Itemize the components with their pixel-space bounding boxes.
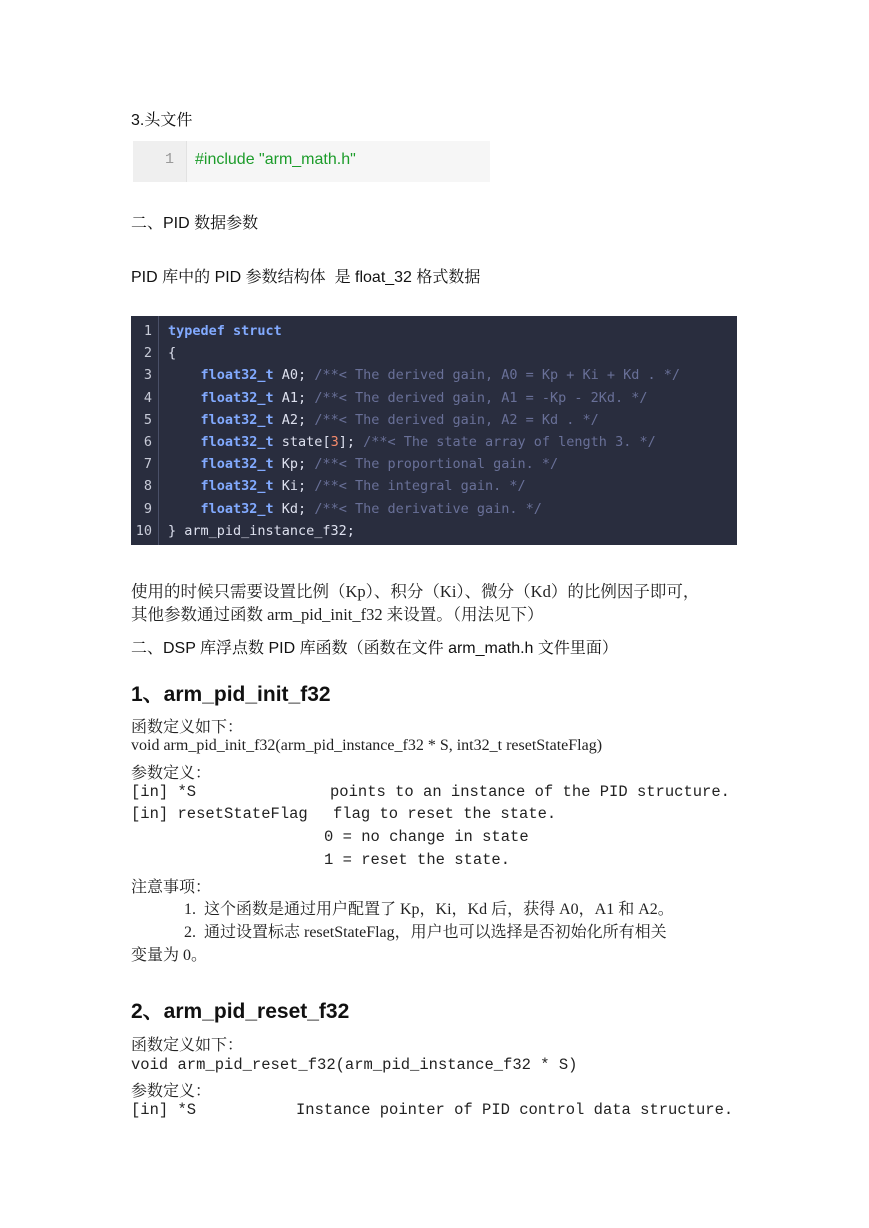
code-keyword: float32_t [200,500,274,517]
code-identifier: A0; [273,367,315,384]
fn1-param2-name: [in] resetStateFlag [131,805,308,823]
heading-header-file: 3.头文件 [131,112,193,129]
fn1-param2-desc: flag to reset the state. [333,805,557,823]
code-keyword: float32_t [200,456,274,473]
code-text [168,431,656,453]
fn1-param2-option-0: 0 = no change in state [324,828,529,846]
code-line [131,498,737,520]
code-keyword: typedef struct [168,323,282,339]
include-code-block [133,141,490,182]
line-number: 4 [143,389,152,406]
code-identifier: Kd; [273,500,315,517]
line-number: 10 [135,522,152,539]
code-keyword: float32_t [200,478,274,495]
code-keyword: float32_t [200,367,274,384]
code-line [131,453,737,475]
fn2-signature: void arm_pid_reset_f32(arm_pid_instance_f32 * S) [131,1056,578,1074]
code-line [131,520,737,542]
code-line [131,431,737,453]
code-text [168,475,526,497]
code-line [131,409,737,431]
code-comment: /**< The derived gain, A0 = Kp + Ki + Kd . */ [314,367,681,384]
fn1-param1-desc: points to an instance of the PID structure. [330,783,730,801]
code-comment: /**< The integral gain. */ [314,478,526,495]
code-identifier: { [168,345,177,362]
code-identifier: } arm_pid_instance_f32; [168,522,355,539]
code-line [131,387,737,409]
usage-text-line-1: 使用的时候只需要设置比例（Kp）、积分（Ki）、微分（Kd）的比例因子即可， [131,582,700,601]
usage-text-line-2: 其他参数通过函数 arm_pid_init_f32 来设置。（用法见下） [131,605,544,624]
code-comment: /**< The proportional gain. */ [314,456,559,473]
code-text [168,342,176,364]
code-keyword: float32_t [200,434,274,450]
code-line [131,320,737,342]
code-text [168,320,282,342]
code-line [131,342,737,364]
code-keyword: float32_t [200,411,274,428]
section-pid-params-title: 二、PID 数据参数 [131,215,259,232]
line-number: 2 [143,345,152,362]
line-number: 7 [143,456,152,473]
pid-params-description: PID 库中的 PID 参数结构体 是 float_32 格式数据 [131,269,481,286]
fn1-note-1: 1. 这个函数是通过用户配置了 Kp，Ki，Kd 后，获得 A0，A1 和 A2。 [184,901,674,918]
fn2-param1-name: [in] *S [131,1101,197,1119]
fn2-title: 2、arm_pid_reset_f32 [131,1000,350,1023]
code-identifier: Kp; [273,456,315,473]
section-dsp-functions-title: 二、DSP 库浮点数 PID 库函数（函数在文件 arm_math.h 文件里面） [131,640,618,657]
line-number: 9 [143,500,152,517]
fn1-param2-option-1: 1 = reset the state. [324,851,511,869]
fn1-def-label: 函数定义如下： [131,719,244,736]
line-number: 5 [143,411,152,428]
fn1-param1-name: [in] *S [131,783,197,801]
fn2-def-label: 函数定义如下： [131,1037,244,1054]
fn1-notes-label: 注意事项： [131,879,212,896]
line-number: 1 [164,151,174,168]
fn2-params-label: 参数定义： [131,1083,212,1100]
code-text [168,498,542,520]
fn2-param1-desc: Instance pointer of PID control data structure. [296,1101,734,1119]
code-text [168,453,558,475]
code-identifier: ]; [338,434,364,450]
fn1-title: 1、arm_pid_init_f32 [131,683,331,706]
code-identifier: A1; [273,389,315,406]
code-identifier: A2; [273,411,315,428]
code-keyword: float32_t [200,389,274,406]
code-number: 3 [330,434,339,450]
code-line [131,364,737,386]
line-number: 8 [143,478,152,495]
fn1-params-label: 参数定义： [131,765,212,782]
fn1-signature: void arm_pid_init_f32(arm_pid_instance_f32 * S, int32_t resetStateFlag) [131,737,603,754]
include-statement: #include "arm_math.h" [195,151,356,168]
code-identifier: state[ [273,434,331,450]
line-number: 6 [143,434,152,450]
fn1-note-2: 2. 通过设置标志 resetStateFlag，用户也可以选择是否初始化所有相关 [184,924,667,941]
code-comment: /**< The state array of length 3. */ [363,434,656,450]
code-line [131,475,737,497]
code-text [168,409,599,431]
line-number-gutter [133,141,187,182]
code-identifier: Ki; [273,478,315,495]
code-text [168,364,680,386]
line-number: 3 [143,367,152,384]
code-comment: /**< The derived gain, A2 = Kd . */ [314,411,599,428]
code-text [168,520,355,542]
line-number: 1 [143,323,152,339]
code-comment: /**< The derived gain, A1 = -Kp - 2Kd. */ [314,389,648,406]
struct-code-block [131,316,737,545]
code-text [168,387,648,409]
fn1-note-2-cont: 变量为 0。 [131,947,208,964]
code-comment: /**< The derivative gain. */ [314,500,542,517]
